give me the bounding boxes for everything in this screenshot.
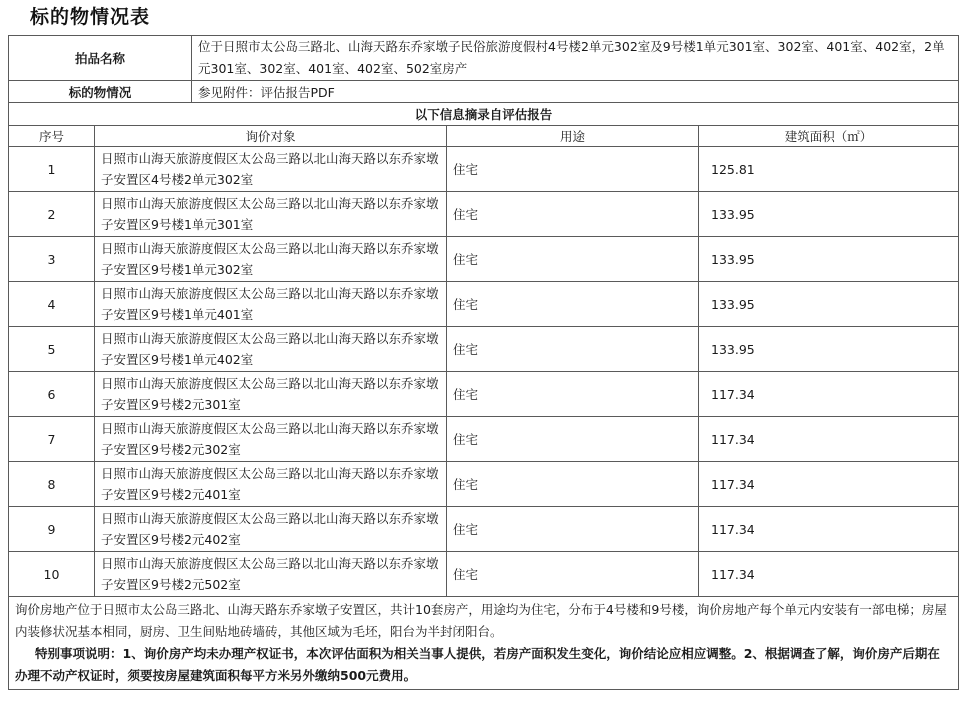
- table-row: [9, 462, 959, 507]
- row-use: 住宅: [447, 192, 699, 237]
- row-use: 住宅: [447, 552, 699, 597]
- row-object: 日照市山海天旅游度假区太公岛三路以北山海天路以东乔家墩子安置区9号楼2元402室: [95, 507, 447, 552]
- header-object: 询价对象: [95, 126, 447, 147]
- row-no: 4: [9, 282, 95, 327]
- excerpt-title: 以下信息摘录自评估报告: [9, 103, 959, 126]
- page-title: 标的物情况表: [30, 6, 151, 28]
- row-no: 9: [9, 507, 95, 552]
- subject-label: 标的物情况: [9, 81, 192, 103]
- table-row: [9, 192, 959, 237]
- row-object: 日照市山海天旅游度假区太公岛三路以北山海天路以东乔家墩子安置区9号楼2元401室: [95, 462, 447, 507]
- row-object: 日照市山海天旅游度假区太公岛三路以北山海天路以东乔家墩子安置区9号楼1单元302室: [95, 237, 447, 282]
- row-use: 住宅: [447, 147, 699, 192]
- table-row: [9, 282, 959, 327]
- row-area: 117.34: [699, 462, 959, 507]
- header-no: 序号: [9, 126, 95, 147]
- row-use: 住宅: [447, 462, 699, 507]
- summary-row: [9, 597, 959, 690]
- table-row: [9, 417, 959, 462]
- row-use: 住宅: [447, 372, 699, 417]
- header-area: 建筑面积（㎡）: [699, 126, 959, 147]
- excerpt-title-row: [9, 103, 959, 126]
- row-object: 日照市山海天旅游度假区太公岛三路以北山海天路以东乔家墩子安置区9号楼2元302室: [95, 417, 447, 462]
- summary-cell: [9, 597, 959, 690]
- row-area: 133.95: [699, 282, 959, 327]
- row-no: 3: [9, 237, 95, 282]
- row-object: 日照市山海天旅游度假区太公岛三路以北山海天路以东乔家墩子安置区4号楼2单元302室: [95, 147, 447, 192]
- row-area: 133.95: [699, 327, 959, 372]
- row-no: 8: [9, 462, 95, 507]
- row-use: 住宅: [447, 237, 699, 282]
- auction-name-row: [9, 36, 959, 81]
- row-no: 2: [9, 192, 95, 237]
- row-no: 7: [9, 417, 95, 462]
- row-area: 117.34: [699, 552, 959, 597]
- row-use: 住宅: [447, 507, 699, 552]
- subject-table: [8, 35, 959, 690]
- row-no: 5: [9, 327, 95, 372]
- special-note-text: 特别事项说明：1、询价房产均未办理产权证书，本次评估面积为相关当事人提供，若房产面积发生变化，询价结论应相应调整。2、根据调查了解，询价房产后期在办理不动产权证时，须要按房屋建筑面积每平方米另外缴纳500元费用。: [15, 646, 940, 683]
- row-use: 住宅: [447, 282, 699, 327]
- row-object: 日照市山海天旅游度假区太公岛三路以北山海天路以东乔家墩子安置区9号楼1单元301室: [95, 192, 447, 237]
- table-row: [9, 147, 959, 192]
- row-object: 日照市山海天旅游度假区太公岛三路以北山海天路以东乔家墩子安置区9号楼2元502室: [95, 552, 447, 597]
- row-area: 117.34: [699, 372, 959, 417]
- auction-name-label: 拍品名称: [9, 36, 192, 81]
- table-row: [9, 507, 959, 552]
- table-row: [9, 327, 959, 372]
- row-use: 住宅: [447, 417, 699, 462]
- row-use: 住宅: [447, 327, 699, 372]
- auction-name-value: 位于日照市太公岛三路北、山海天路东乔家墩子民俗旅游度假村4号楼2单元302室及9号楼1单元301室、302室、401室、402室，2单元301室、302室、401室、402室、502室房产: [192, 36, 959, 81]
- summary-text: 询价房地产位于日照市太公岛三路北、山海天路东乔家墩子安置区，共计10套房产，用途均为住宅，分布于4号楼和9号楼，询价房地产每个单元内安装有一部电梯；房屋内装修状况基本相同，厨房、卫生间贴地砖墙砖，其他区域为毛坯，阳台为半封闭阳台。: [15, 602, 947, 639]
- row-no: 6: [9, 372, 95, 417]
- table-row: [9, 552, 959, 597]
- row-object: 日照市山海天旅游度假区太公岛三路以北山海天路以东乔家墩子安置区9号楼1单元401室: [95, 282, 447, 327]
- row-area: 117.34: [699, 417, 959, 462]
- header-use: 用途: [447, 126, 699, 147]
- row-area: 133.95: [699, 237, 959, 282]
- subject-value: 参见附件：评估报告PDF: [192, 81, 959, 103]
- row-object: 日照市山海天旅游度假区太公岛三路以北山海天路以东乔家墩子安置区9号楼1单元402室: [95, 327, 447, 372]
- subject-row: [9, 81, 959, 103]
- table-row: [9, 372, 959, 417]
- row-no: 1: [9, 147, 95, 192]
- row-area: 133.95: [699, 192, 959, 237]
- special-note: [15, 643, 952, 687]
- row-area: 125.81: [699, 147, 959, 192]
- row-area: 117.34: [699, 507, 959, 552]
- row-object: 日照市山海天旅游度假区太公岛三路以北山海天路以东乔家墩子安置区9号楼2元301室: [95, 372, 447, 417]
- row-no: 10: [9, 552, 95, 597]
- table-row: [9, 237, 959, 282]
- table-header-row: [9, 126, 959, 147]
